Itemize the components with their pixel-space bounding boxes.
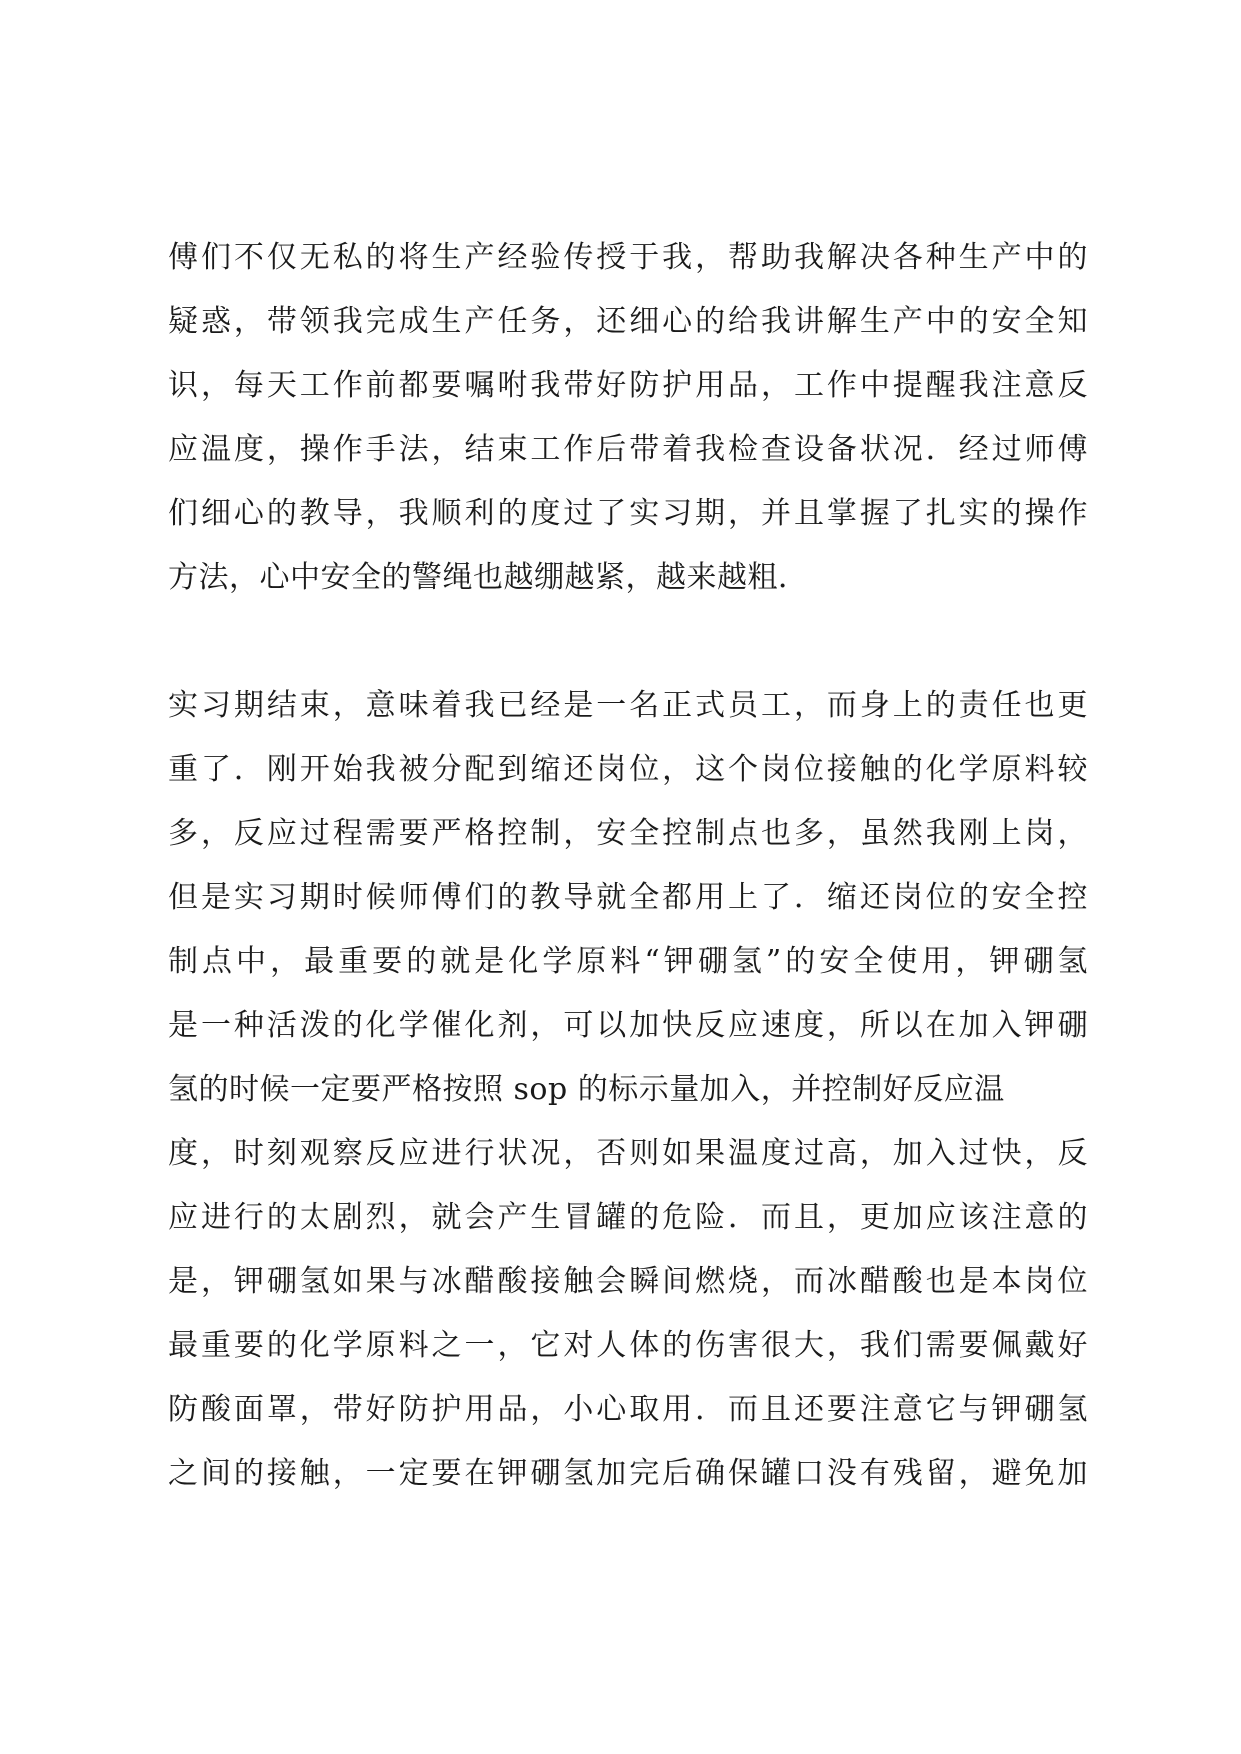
text-line: 但是实习期时候师傅们的教导就全都用上了．缩还岗位的安全控 bbox=[168, 880, 1088, 915]
paragraph-2 bbox=[168, 674, 1088, 1506]
text-line: 最重要的化学原料之一，它对人体的伤害很大，我们需要佩戴好 bbox=[168, 1328, 1088, 1363]
text-line: 应进行的太剧烈，就会产生冒罐的危险．而且，更加应该注意的 bbox=[168, 1200, 1088, 1235]
text-line: 方法，心中安全的警绳也越绷越紧，越来越粗． bbox=[168, 560, 809, 595]
text-line: 们细心的教导，我顺利的度过了实习期，并且掌握了扎实的操作 bbox=[168, 496, 1088, 531]
text-line: 之间的接触，一定要在钾硼氢加完后确保罐口没有残留，避免加 bbox=[168, 1456, 1088, 1491]
paragraph-1 bbox=[168, 226, 1088, 610]
text-line: 是，钾硼氢如果与冰醋酸接触会瞬间燃烧，而冰醋酸也是本岗位 bbox=[168, 1264, 1088, 1299]
text-line: 疑惑，带领我完成生产任务，还细心的给我讲解生产中的安全知 bbox=[168, 304, 1088, 339]
text-line: 识，每天工作前都要嘱咐我带好防护用品，工作中提醒我注意反 bbox=[168, 368, 1088, 403]
text-line: 应温度，操作手法，结束工作后带着我检查设备状况．经过师傅 bbox=[168, 432, 1088, 467]
text-line: 制点中，最重要的就是化学原料“钾硼氢”的安全使用，钾硼氢 bbox=[168, 944, 1088, 979]
text-line: 傅们不仅无私的将生产经验传授于我，帮助我解决各种生产中的 bbox=[168, 240, 1088, 275]
text-line: 多，反应过程需要严格控制，安全控制点也多，虽然我刚上岗， bbox=[168, 816, 1088, 851]
text-line: 氢的时候一定要严格按照 sop 的标示量加入，并控制好反应温 bbox=[168, 1072, 1005, 1107]
text-line: 实习期结束，意味着我已经是一名正式员工，而身上的责任也更 bbox=[168, 688, 1088, 723]
text-line: 重了．刚开始我被分配到缩还岗位，这个岗位接触的化学原料较 bbox=[168, 752, 1088, 787]
text-line: 防酸面罩，带好防护用品，小心取用．而且还要注意它与钾硼氢 bbox=[168, 1392, 1088, 1427]
text-line: 度，时刻观察反应进行状况，否则如果温度过高，加入过快，反 bbox=[168, 1136, 1088, 1171]
text-line: 是一种活泼的化学催化剂，可以加快反应速度，所以在加入钾硼 bbox=[168, 1008, 1088, 1043]
